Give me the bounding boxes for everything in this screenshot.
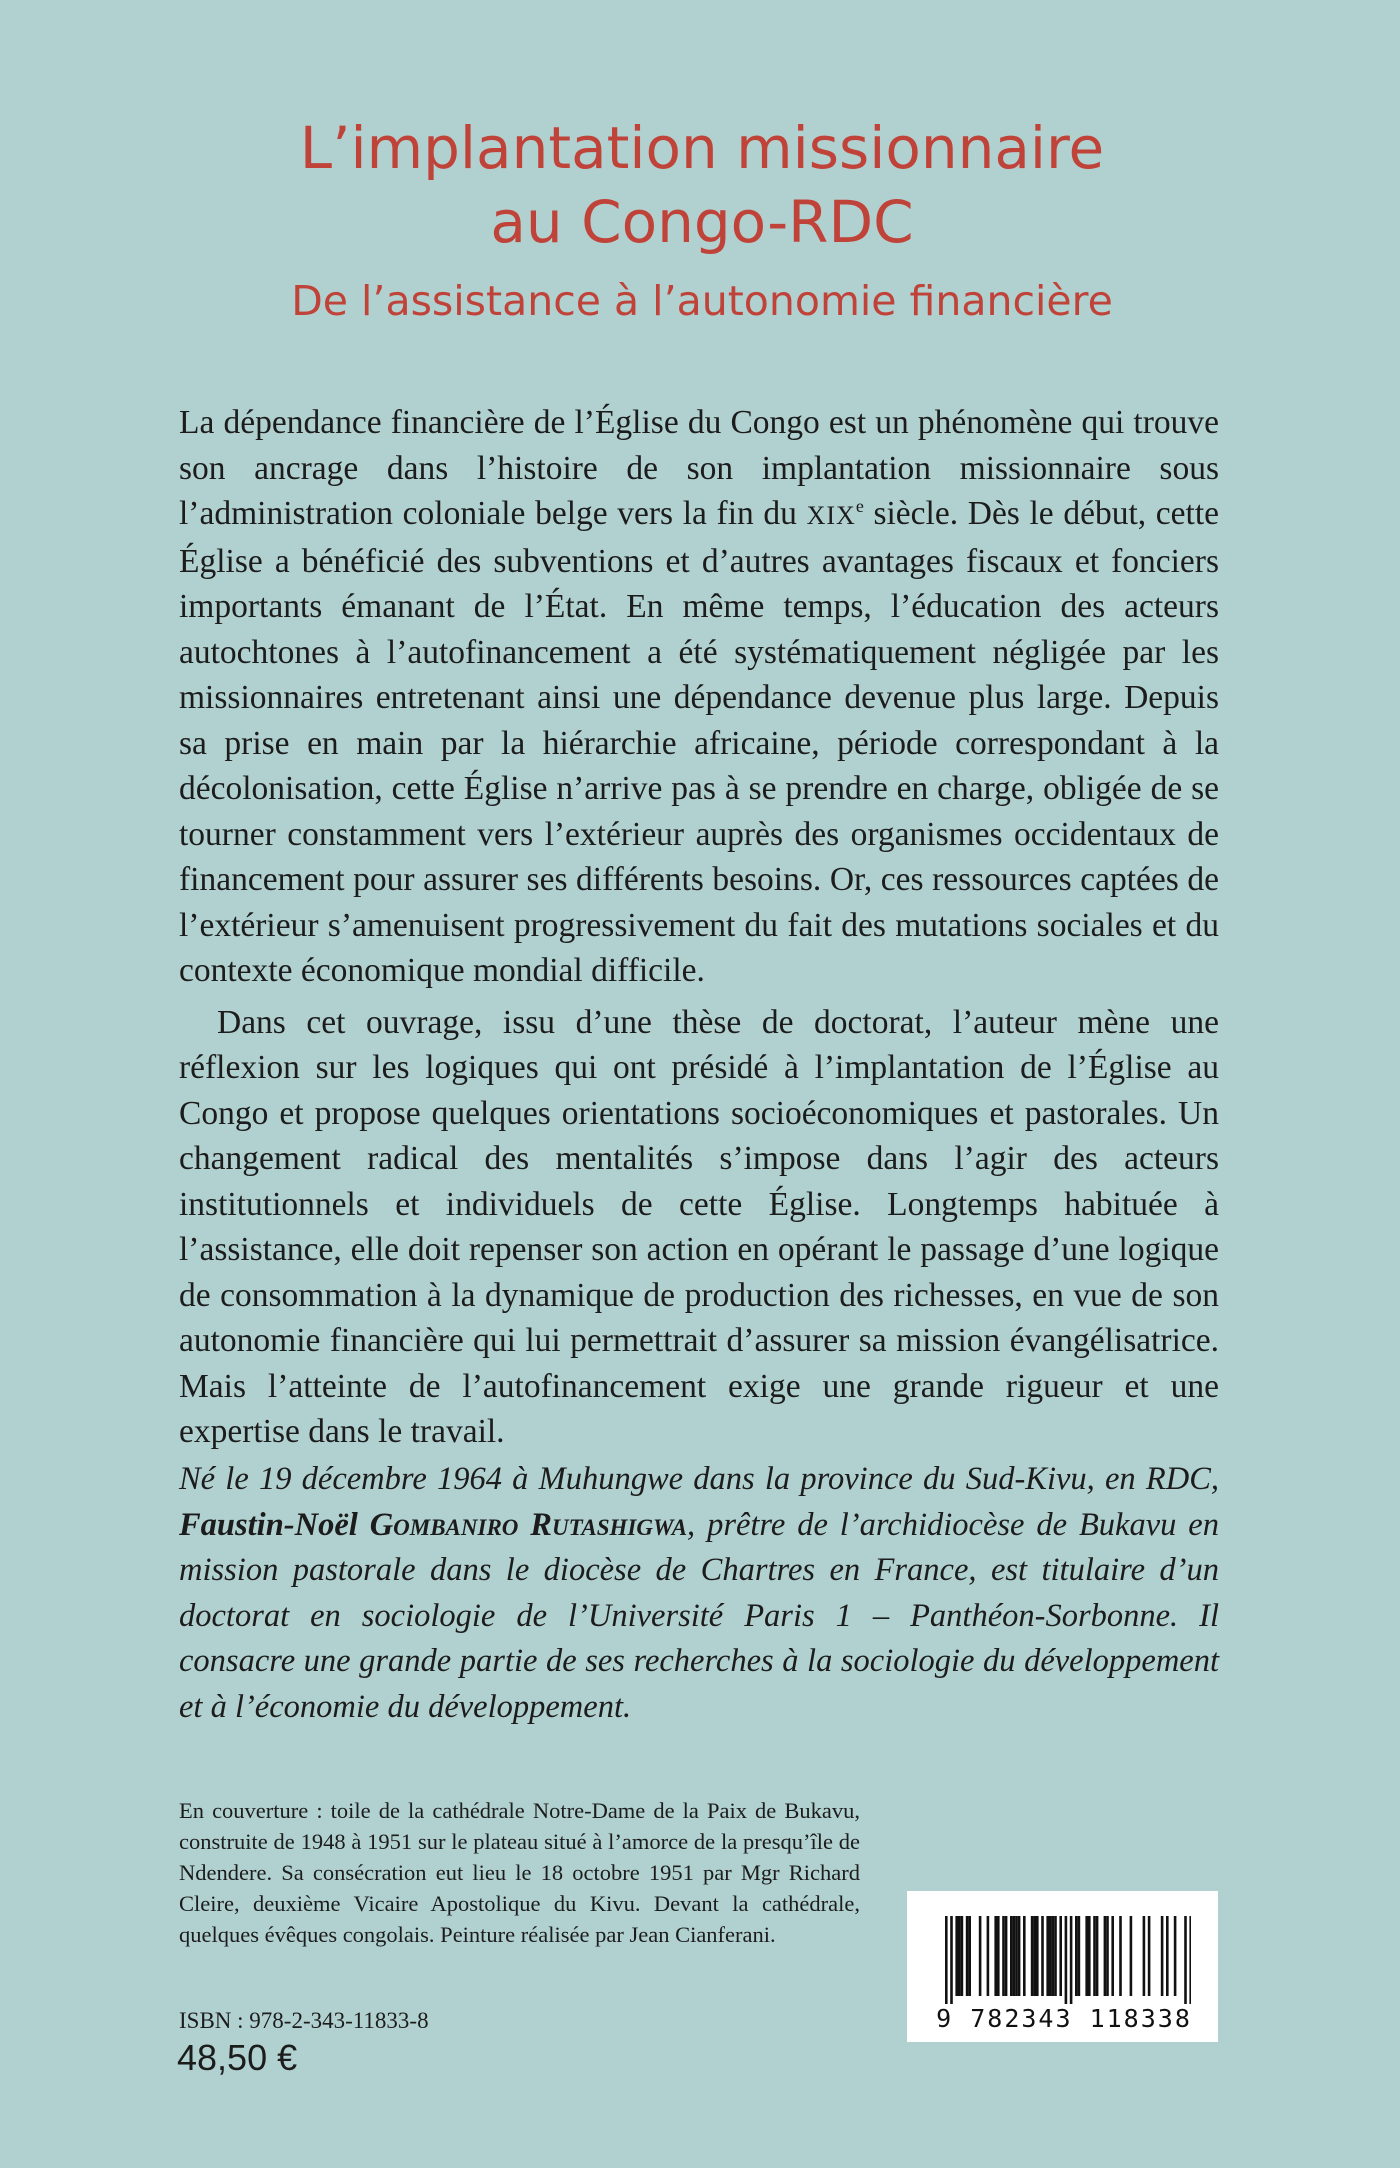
barcode-bar-18: [1031, 1916, 1034, 1996]
barcode-bar-2: [955, 1916, 958, 1996]
blurb: [179, 400, 1219, 1455]
century-superscript: e: [855, 495, 864, 516]
barcode-bar-5: [966, 1916, 969, 1996]
barcode-bar-6: [968, 1916, 971, 1996]
barcode-bar-12: [1005, 1916, 1008, 1996]
barcode-bar-19: [1033, 1916, 1036, 1996]
barcode-bar-21: [1041, 1916, 1044, 1996]
barcode-bar-42: [1161, 1916, 1164, 1996]
cover-note: En couverture : toile de la cathédrale Notre-Dame de la Paix de Bukavu, construite de 1948 à 1951 sur le plateau situé à l’amorce de la presqu’île de Ndendere. Sa consécration eut lieu le 18 octobre 1951 par Mgr Richard Cleire, deuxième Vicaire Apostolique du Kivu. Devant la cathédrale, quelques évêques congolais. Peinture réalisée par Jean Cianferani.: [179, 1798, 860, 1947]
author-bio: [179, 1457, 1219, 1730]
bio-end: , prêtre de l’archidiocèse de Bukavu en mission pastorale dans le diocèse de Chartres en France, est titulaire d’un doctorat en sociologie de l’Université Paris 1 – Panthéon-Sorbonne. Il consacre une grande partie de ses recherches à la sociologie du développement et à l’économie du développement.: [179, 1506, 1219, 1725]
barcode-bar-13: [1010, 1916, 1013, 1996]
barcode-bar-23: [1049, 1916, 1052, 1996]
barcode-bar-14: [1013, 1916, 1016, 1996]
barcode-bar-11: [1002, 1916, 1005, 1996]
century-numeral: XIX: [806, 501, 856, 530]
barcode-bar-34: [1096, 1916, 1099, 1996]
barcode-bar-27: [1065, 1916, 1068, 2004]
barcode-bar-37: [1111, 1916, 1114, 1996]
subtitle: De l’assistance à l’autonomie financière: [291, 277, 1113, 325]
barcode-bar-45: [1184, 1916, 1187, 2004]
barcode-bar-10: [997, 1916, 1000, 1996]
blurb-paragraph-2: Dans cet ouvrage, issu d’une thèse de doctorat, l’auteur mène une réflexion sur les logiques qui ont présidé à l’implantation de l’Église au Congo et propose quelques orientations socioéconomiques et pastorales. Un changement radical des mentalités s’impose dans l’agir des acteurs institutionnels et individuels de cette Église. Longtemps habituée à l’assistance, elle doit repenser son action en opérant le passage d’une logique de consommation à la dynamique de production des richesses, en vue de son autonomie financière qui lui permettrait d’assurer sa mission évangélisatrice. Mais l’atteinte de l’autofinancement exige une grande rigueur et une expertise dans le travail.: [179, 1003, 1219, 1450]
barcode-bar-46: [1189, 1916, 1191, 2004]
barcode-bar-31: [1085, 1916, 1088, 1996]
barcode-bar-24: [1052, 1916, 1055, 1996]
barcode-bar-36: [1106, 1916, 1109, 1996]
barcode: [907, 1891, 1218, 2042]
barcode-bar-26: [1059, 1916, 1062, 1996]
barcode-bar-0: [945, 1916, 948, 2004]
author-first-name: Faustin-Noël: [179, 1506, 370, 1543]
barcode-bar-35: [1104, 1916, 1107, 1996]
barcode-bar-43: [1166, 1916, 1169, 1996]
barcode-bar-38: [1119, 1916, 1122, 1996]
barcode-bar-32: [1088, 1916, 1091, 1996]
barcode-bar-17: [1023, 1916, 1026, 1996]
title-line-1: L’implantation missionnaire: [299, 114, 1105, 182]
barcode-bar-39: [1130, 1916, 1133, 1996]
barcode-bar-9: [994, 1916, 997, 1996]
blurb-p1-end: siècle. Dès le début, cette Église a bénéficié des subventions et d’autres avantages fiscaux et fonciers importants émanant de l’État. En même temps, l’éducation des acteurs autochtones à l’autofinancement a été systématiquement négligée par les missionnaires entretenant ainsi une dépendance devenue plus large. Depuis sa prise en main par la hiérarchie africaine, période correspondant à la décolonisation, cette Église n’arrive pas à se prendre en charge, obligée de se tourner constamment vers l’extérieur auprès des organismes occidentaux de financement pour assurer ses différents besoins. Or, ces ressources captées de l’extérieur s’amenuisent progressivement du fait des mutations sociales et du contexte économique mondial difficile.: [179, 495, 1220, 989]
barcode-bar-40: [1143, 1916, 1146, 1996]
barcode-bar-28: [1070, 1916, 1073, 2004]
blurb-paragraph-1: [179, 400, 1219, 994]
barcode-bar-16: [1018, 1916, 1021, 1996]
barcode-digits: 9 782343 118338: [936, 2004, 1192, 2033]
barcode-bar-1: [950, 1916, 953, 2004]
title-line-2: au Congo-RDC: [490, 188, 914, 256]
bio-start: Né le 19 décembre 1964 à Muhungwe dans la province du Sud-Kivu, en RDC,: [179, 1461, 1219, 1497]
price: 48,50 €: [177, 2037, 298, 2078]
blurb-p1-start: La dépendance financière de l’Église du Congo est un phénomène qui trouve son ancrage dans l’histoire de son implantation missionnaire sous l’administration coloniale belge vers la fin du: [179, 404, 1219, 532]
barcode-bar-4: [961, 1916, 964, 1996]
author-last-name: Gombaniro Rutashigwa: [369, 1506, 688, 1543]
author-name: [179, 1507, 687, 1543]
isbn: ISBN : 978-2-343-11833-8: [179, 2008, 429, 2033]
barcode-bars: [935, 1916, 1191, 2004]
barcode-bar-29: [1075, 1916, 1078, 1996]
barcode-bar-41: [1148, 1916, 1151, 1996]
barcode-bar-7: [979, 1916, 982, 1996]
barcode-bar-3: [958, 1916, 961, 1996]
barcode-bar-44: [1174, 1916, 1177, 1996]
barcode-bar-20: [1036, 1916, 1039, 1996]
barcode-bar-8: [987, 1916, 990, 1996]
barcode-bar-15: [1015, 1916, 1018, 1996]
barcode-bar-33: [1093, 1916, 1096, 1996]
barcode-bar-25: [1054, 1916, 1057, 1996]
barcode-bar-22: [1046, 1916, 1049, 1996]
barcode-bar-30: [1078, 1916, 1081, 1996]
